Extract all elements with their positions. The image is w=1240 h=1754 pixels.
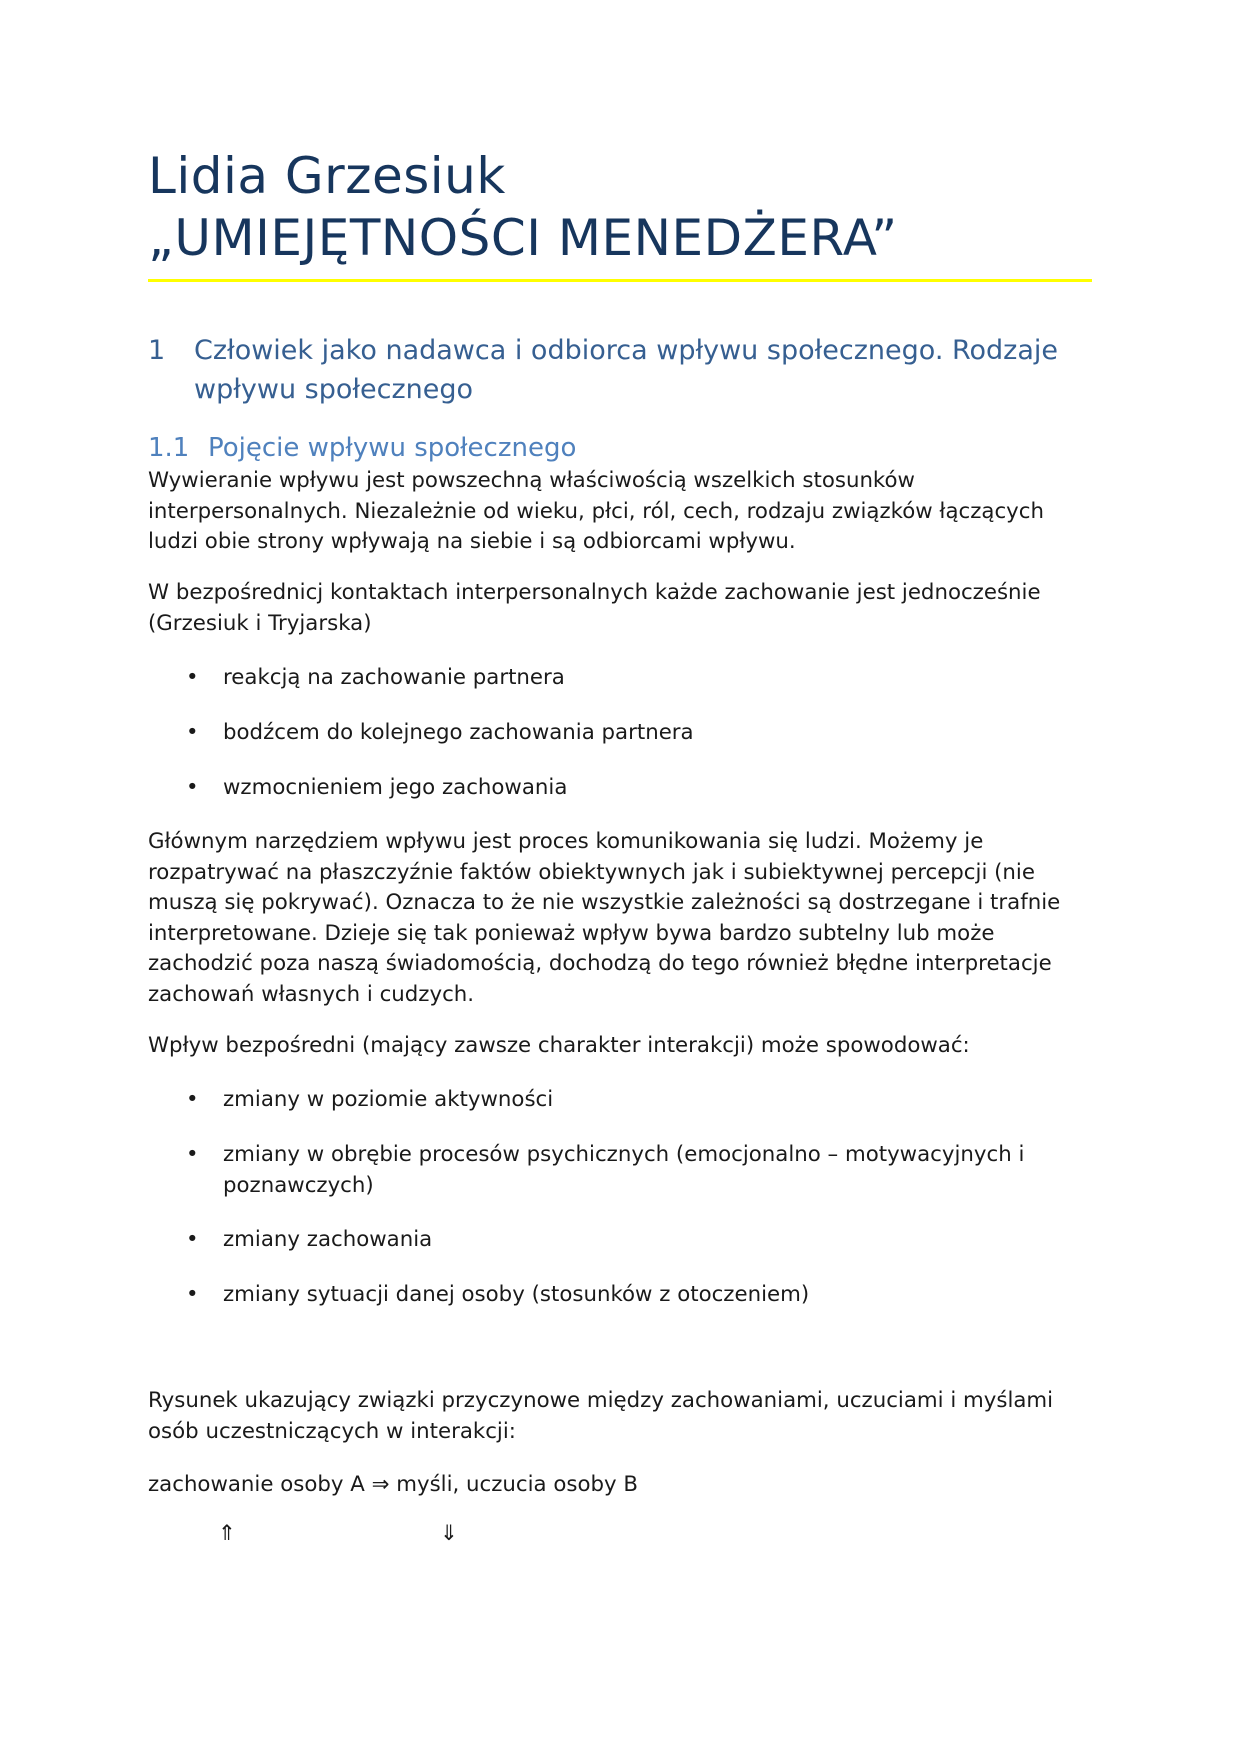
heading-1 [148, 331, 1092, 409]
list-item-text: zmiany w obrębie procesów psychicznych (emocjonalno – motywacyjnych i poznawczych) [223, 1142, 1025, 1198]
heading-2-text: Pojęcie wpływu społecznego [208, 433, 577, 463]
list-item [148, 773, 1092, 804]
list-item [148, 718, 1092, 749]
list-item [148, 1140, 1092, 1201]
arrow-up-icon: ⇑ [218, 1521, 236, 1546]
bullet-icon: • [186, 1282, 199, 1307]
heading-2 [148, 430, 1092, 466]
bullet-icon: • [186, 1227, 199, 1252]
paragraph-figure-line: zachowanie osoby A ⇒ myśli, uczucia osoby B [148, 1472, 639, 1497]
list-item-text: zmiany w poziomie aktywności [223, 1087, 554, 1112]
paragraph-contacts: W bezpośrednicj kontaktach interpersonalnych każde zachowanie jest jednocześnie (Grzesiuk i Tryjarska) [148, 580, 1041, 636]
bullet-icon: • [186, 1087, 199, 1112]
paragraph-direct-influence: Wpływ bezpośredni (mający zawsze charakter interakcji) może spowodować: [148, 1033, 970, 1058]
list-item [148, 1085, 1092, 1116]
bullet-icon: • [186, 665, 199, 690]
heading-1-number: 1 [148, 335, 166, 366]
bullet-icon: • [186, 775, 199, 800]
title-book: „UMIEJĘTNOŚCI MENEDŻERA” [148, 209, 898, 267]
list-item-text: bodźcem do kolejnego zachowania partnera [223, 720, 694, 745]
paragraph-figure-caption: Rysunek ukazujący związki przyczynowe między zachowaniami, uczuciami i myślami osób uczestniczących w interakcji: [148, 1388, 1054, 1444]
list-item-text: zmiany sytuacji danej osoby (stosunków z otoczeniem) [223, 1282, 810, 1307]
paragraph-intro: Wywieranie wpływu jest powszechną właściwością wszelkich stosunków interpersonalnych. Niezależnie od wieku, płci, ról, cech, rodzaju związków łączących ludzi obie strony wpływają na siebie i są odbiorcami wpływu. [148, 468, 1044, 554]
figure-arrows [148, 1519, 1092, 1551]
title-underline [148, 279, 1092, 282]
heading-2-number: 1.1 [148, 433, 190, 463]
bullet-icon: • [186, 720, 199, 745]
list-item [148, 1280, 1092, 1311]
bullet-icon: • [186, 1142, 199, 1167]
document-title [148, 145, 1092, 269]
title-author: Lidia Grzesiuk [148, 147, 506, 205]
list-item [148, 663, 1092, 694]
arrow-down-icon: ⇓ [440, 1521, 458, 1546]
paragraph-communication: Głównym narzędziem wpływu jest proces komunikowania się ludzi. Możemy je rozpatrywać na płaszczyźnie faktów obiektywnych jak i subiektywnej percepcji (nie muszą się pokrywać). Oznacza to że nie wszystkie zależności są dostrzegane i trafnie interpretowane. Dzieje się tak ponieważ wpływ bywa bardzo subtelny lub może zachodzić poza naszą świadomością, dochodzą do tego również błędne interpretacje zachowań własnych i cudzych. [148, 829, 1061, 1007]
heading-1-text: Człowiek jako nadawca i odbiorca wpływu społecznego. Rodzaje wpływu społecznego [194, 335, 1059, 405]
list-item-text: zmiany zachowania [223, 1227, 433, 1252]
list-item [148, 1225, 1092, 1256]
list-item-text: reakcją na zachowanie partnera [223, 665, 565, 690]
list-item-text: wzmocnieniem jego zachowania [223, 775, 568, 800]
